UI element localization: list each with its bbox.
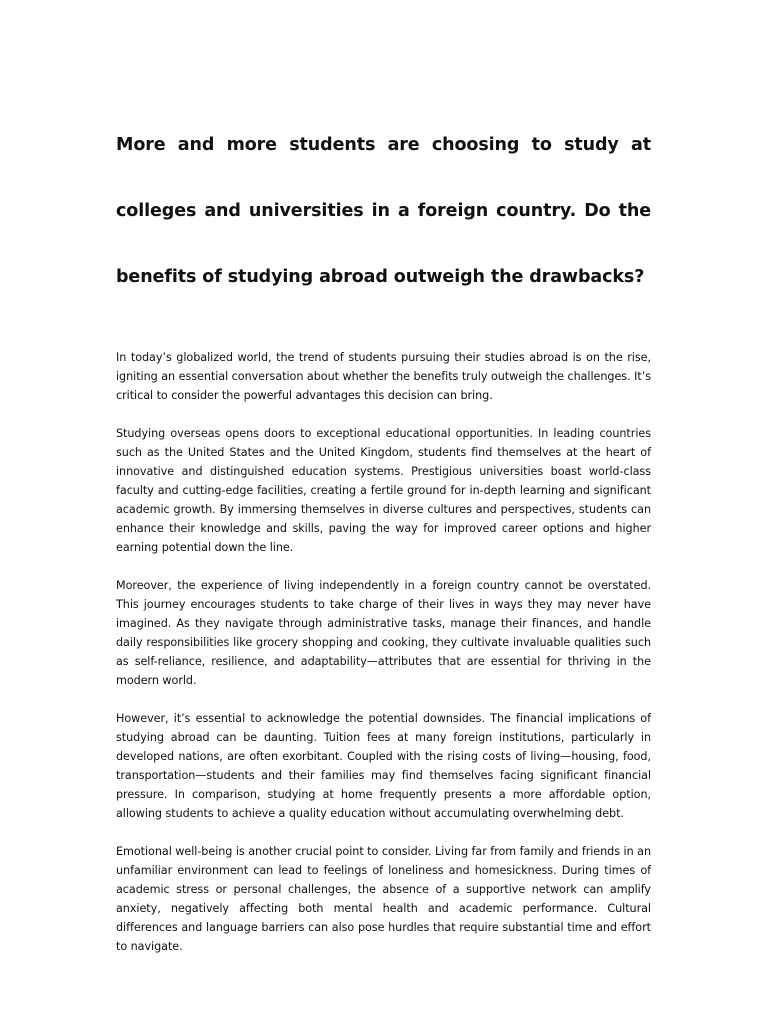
paragraph-emotional-wellbeing: Emotional well-being is another crucial point to consider. Living far from family and friends in an unfamiliar environment can lead to feelings of loneliness and homesickness. During times of academic stress or personal challenges, the absence of a supportive network can amplify anxiety, negatively affecting both mental health and academic performance. Cultural differences and language barriers can also pose hurdles that require substantial time and effort to navigate. [116, 845, 651, 953]
paragraph-financial-downsides: However, it’s essential to acknowledge the potential downsides. The financial implications of studying abroad can be daunting. Tuition fees at many foreign institutions, particularly in developed nations, are often exorbitant. Coupled with the rising costs of living—housing, food, transportation—students and their families may find themselves facing significant financial pressure. In comparison, studying at home frequently presents a more affordable option, allowing students to achieve a quality education without accumulating overwhelming debt. [116, 712, 651, 820]
paragraph-independence: Moreover, the experience of living independently in a foreign country cannot be overstated. This journey encourages students to take charge of their lives in ways they may never have imagined. As they navigate through administrative tasks, manage their finances, and handle daily responsibilities like grocery shopping and cooking, they cultivate invaluable qualities such as self-reliance, resilience, and adaptability—attributes that are essential for thriving in the modern world. [116, 579, 651, 687]
paragraph-intro: In today’s globalized world, the trend of students pursuing their studies abroad is on the rise, igniting an essential conversation about whether the benefits truly outweigh the challenges. It’s critical to consider the powerful advantages this decision can bring. [116, 351, 651, 402]
document-title: More and more students are choosing to study at colleges and universities in a foreign country. Do the benefits of studying abroad outweigh the drawbacks? [116, 135, 651, 287]
document-page [116, 0, 651, 975]
document-body [116, 348, 651, 956]
paragraph-educational-opportunities: Studying overseas opens doors to exceptional educational opportunities. In leading countries such as the United States and the United Kingdom, students find themselves at the heart of innovative and distinguished education systems. Prestigious universities boast world-class faculty and cutting-edge facilities, creating a fertile ground for in-depth learning and significant academic growth. By immersing themselves in diverse cultures and perspectives, students can enhance their knowledge and skills, paving the way for improved career options and higher earning potential down the line. [116, 427, 651, 554]
